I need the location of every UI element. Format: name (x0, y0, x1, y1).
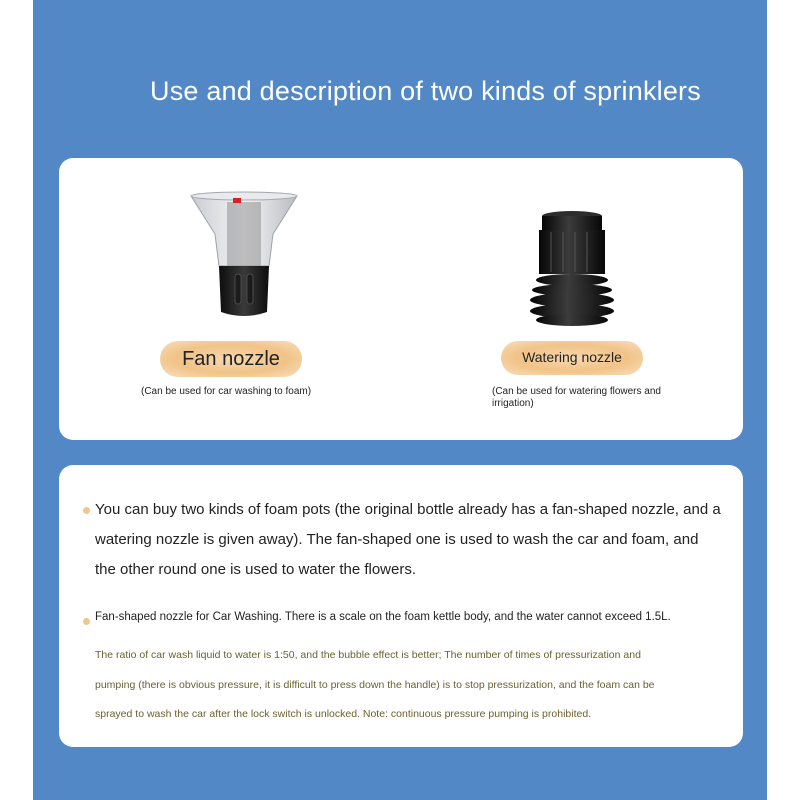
fan-nozzle-usage-instructions (95, 641, 715, 730)
nozzle-comparison-card (59, 158, 743, 440)
fan-nozzle-image (189, 186, 299, 326)
instruction-line: pumping (there is obvious pressure, it is difficult to press down the handle) is to stop pressurization, and the foam can be (95, 678, 655, 691)
bullet-icon (83, 618, 90, 625)
foam-pot-description: You can buy two kinds of foam pots (the original bottle already has a fan-shaped nozzle, and a watering nozzle is given away). The fan-shaped one is used to wash the car and foam, and the other round one is used to water the flowers. (95, 501, 721, 578)
page-title: Use and description of two kinds of sprinklers (150, 76, 701, 106)
fan-nozzle-usage-heading: Fan-shaped nozzle for Car Washing. There is a scale on the foam kettle body, and the water cannot exceed 1.5L. (95, 611, 671, 623)
instruction-line: The ratio of car wash liquid to water is 1:50, and the bubble effect is better; The number of times of pressurization and (95, 649, 641, 661)
instruction-line: sprayed to wash the car after the lock switch is unlocked. Note: continuous pressure pumping is prohibited. (95, 708, 592, 720)
description-card (59, 465, 743, 747)
watering-nozzle-label: Watering nozzle (501, 341, 643, 375)
fan-nozzle-label: Fan nozzle (160, 341, 302, 377)
watering-nozzle-image (527, 210, 617, 328)
fan-nozzle-caption: (Can be used for car washing to foam) (141, 386, 312, 397)
watering-nozzle-caption: (Can be used for watering flowers and irrigation) (492, 386, 661, 409)
bullet-icon (83, 507, 90, 514)
